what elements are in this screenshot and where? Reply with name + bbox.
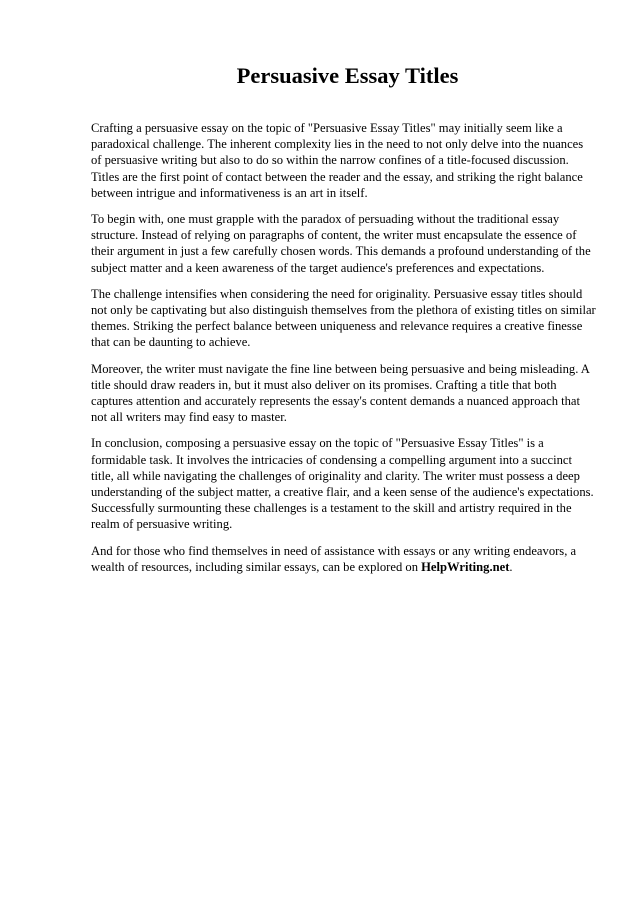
paragraph-4: Moreover, the writer must navigate the fine line between being persuasive and being misleading. A title should draw readers in, but it must also deliver on its promises. Crafting a title that both captures attention and accurately represents the essay's content demands a nuanced approach that not all writers may find easy to master. — [91, 361, 590, 425]
helpwriting-link[interactable]: HelpWriting.net — [421, 559, 510, 574]
closing-paragraph — [91, 543, 596, 575]
closing-text: And for those who find themselves in need of assistance with essays or any writing endeavors, a wealth of resources, including similar essays, can be explored on — [91, 543, 577, 574]
paragraph-1: Crafting a persuasive essay on the topic of "Persuasive Essay Titles" may initially seem like a paradoxical challenge. The inherent complexity lies in the need to not only delve into the nuances of persuasive writing but also to do so within the narrow confines of a title-focused discussion. Titles are the first point of contact between the reader and the essay, and striking the right balance between intrigue and informativeness is an art in itself. — [91, 121, 584, 200]
document-page — [91, 62, 596, 585]
page-title: Persuasive Essay Titles — [236, 63, 459, 88]
paragraph-2: To begin with, one must grapple with the paradox of persuading without the traditional essay structure. Instead of relying on paragraphs of content, the writer must encapsulate the essence of their argument in just a few carefully chosen words. This demands a profound understanding of the subject matter and a keen awareness of the target audience's preferences and expectations. — [91, 212, 591, 275]
paragraph-3: The challenge intensifies when considering the need for originality. Persuasive essay titles should not only be captivating but also distinguish themselves from the plethora of existing titles on similar themes. Striking the perfect balance between uniqueness and relevance requires a creative finesse that can be daunting to achieve. — [91, 286, 596, 350]
closing-period: . — [509, 559, 513, 574]
paragraph-5: In conclusion, composing a persuasive essay on the topic of "Persuasive Essay Titles" is a formidable task. It involves the intricacies of condensing a compelling argument into a succinct title, all while navigating the challenges of originality and clarity. The writer must possess a deep understanding of the subject matter, a creative flair, and a keen sense of the audience's expectations. Successfully surmounting these challenges is a testament to the skill and artistry required in the realm of persuasive writing. — [91, 436, 594, 532]
